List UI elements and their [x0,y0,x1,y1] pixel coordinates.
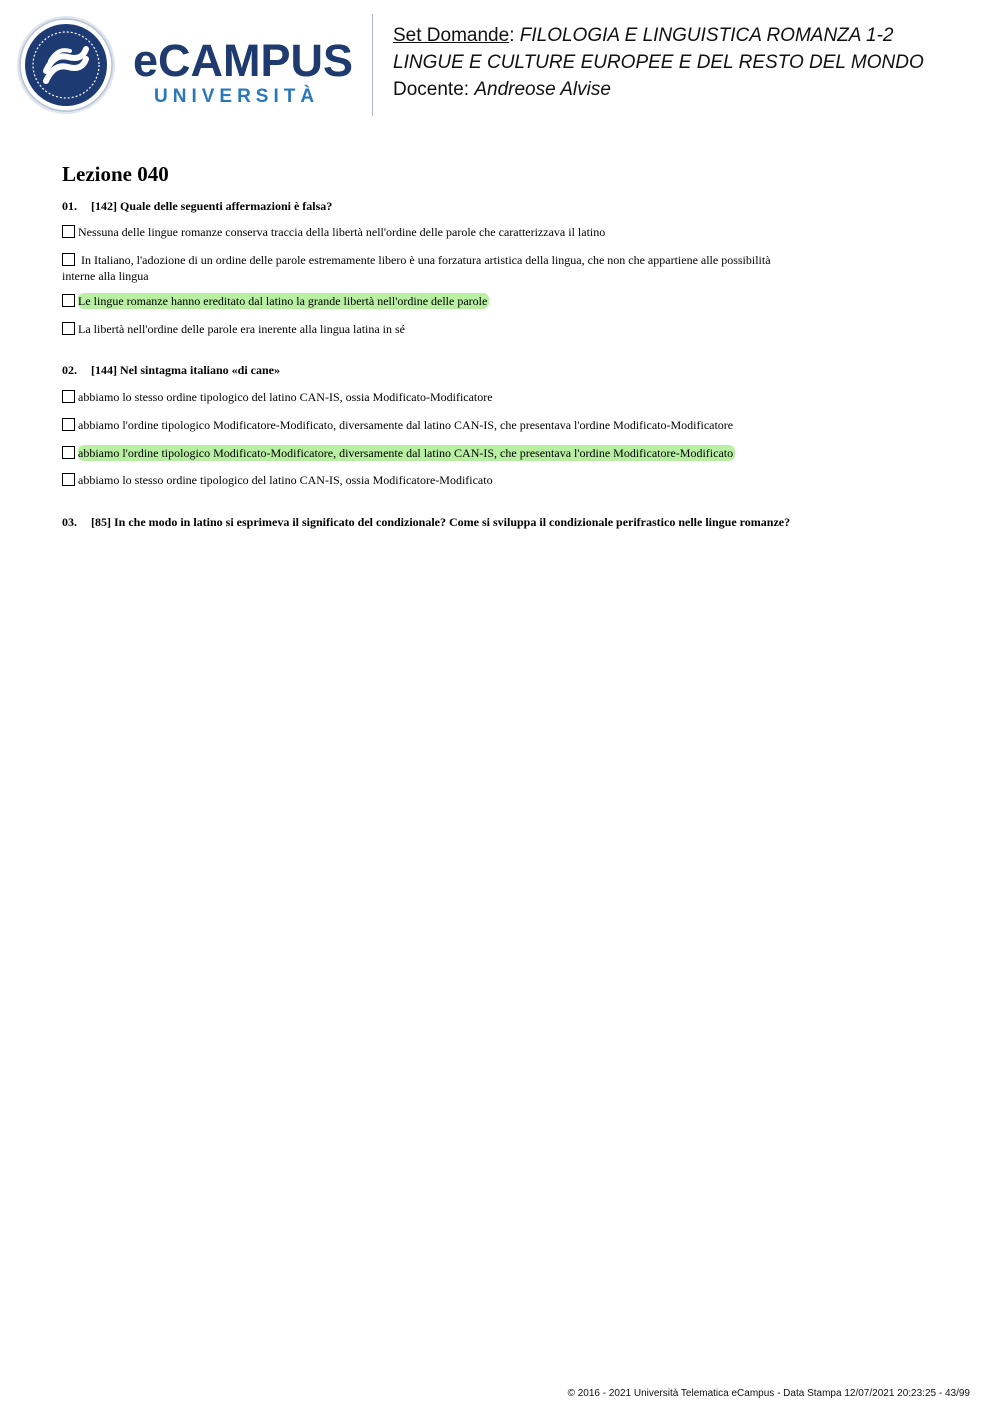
answer-text: abbiamo l'ordine tipologico Modificatore-Modificato, diversamente dal latino CAN-IS, che presentava l'ordine Modificato-Modificatore [78,418,734,432]
brand-wordmark [133,35,354,108]
answer-text: La libertà nell'ordine delle parole era inerente alla lingua latina in sé [78,322,406,336]
course-info [393,22,924,103]
answer-option[interactable] [62,472,822,488]
answer-checkbox[interactable] [62,253,75,266]
answer-checkbox[interactable] [62,418,75,431]
answer-option-correct[interactable] [62,445,822,461]
set-separator: : [509,25,515,46]
question-text: [144] Nel sintagma italiano «di cane» [91,363,280,377]
course-name: FILOLOGIA E LINGUISTICA ROMANZA 1-2 [519,25,894,46]
answer-checkbox[interactable] [62,390,75,403]
set-label: Set Domande [393,25,510,46]
page-footer: © 2016 - 2021 Università Telematica eCampus - Data Stampa 12/07/2021 20:23:25 - 43/99 [567,1388,970,1399]
brand-name: eCAMPUS [133,35,354,86]
question-title [62,198,332,214]
lesson-title: Lezione 040 [62,162,169,186]
page-header [0,0,1000,130]
answer-text: abbiamo lo stesso ordine tipologico del latino CAN-IS, ossia Modificatore-Modificato [78,473,493,487]
question-number: 02. [62,363,77,377]
university-seal-logo [16,15,116,115]
answer-checkbox[interactable] [62,294,75,307]
header-divider [372,14,373,116]
answer-option[interactable] [62,252,822,284]
question-title [62,514,790,530]
question-number: 01. [62,199,77,213]
answer-option[interactable] [62,389,822,405]
question-text: [142] Quale delle seguenti affermazioni è falsa? [91,199,333,213]
answer-option-correct[interactable] [62,293,822,309]
question-number: 03. [62,515,77,529]
answer-text-continued: interne alla lingua [62,269,149,283]
question-title [62,362,280,378]
answer-checkbox[interactable] [62,322,75,335]
answer-checkbox[interactable] [62,473,75,486]
answer-checkbox[interactable] [62,446,75,459]
answer-option[interactable] [62,417,822,433]
answer-text-highlighted: abbiamo l'ordine tipologico Modificato-Modificatore, diversamente dal latino CAN-IS, che presentava l'ordine Modificatore-Modificato [78,446,734,460]
page-content [62,160,942,529]
answer-checkbox[interactable] [62,225,75,238]
teacher-line [393,76,924,103]
teacher-name: Andreose Alvise [474,79,611,100]
answer-text: In Italiano, l'adozione di un ordine delle parole estremamente libero è una forzatura artistica della lingua, che non che appartiene alle possibilità [81,253,771,267]
answer-option[interactable] [62,321,822,337]
answer-text: Nessuna delle lingue romanze conserva traccia della libertà nell'ordine delle parole che caratterizzava il latino [78,225,606,239]
course-line-2: LINGUE E CULTURE EUROPEE E DEL RESTO DEL MONDO [393,52,924,73]
answer-option[interactable] [62,224,822,240]
course-line-1 [393,22,924,49]
question-text: [85] In che modo in latino si esprimeva il significato del condizionale? Come si sviluppa il condizionale perifrastico nelle lingue romanze? [91,515,791,529]
answer-text: abbiamo lo stesso ordine tipologico del latino CAN-IS, ossia Modificato-Modificatore [78,390,493,404]
brand-subtitle: UNIVERSITÀ [154,86,320,107]
teacher-label: Docente: [393,79,470,100]
answer-text-highlighted: Le lingue romanze hanno ereditato dal latino la grande libertà nell'ordine delle parole [78,294,488,308]
